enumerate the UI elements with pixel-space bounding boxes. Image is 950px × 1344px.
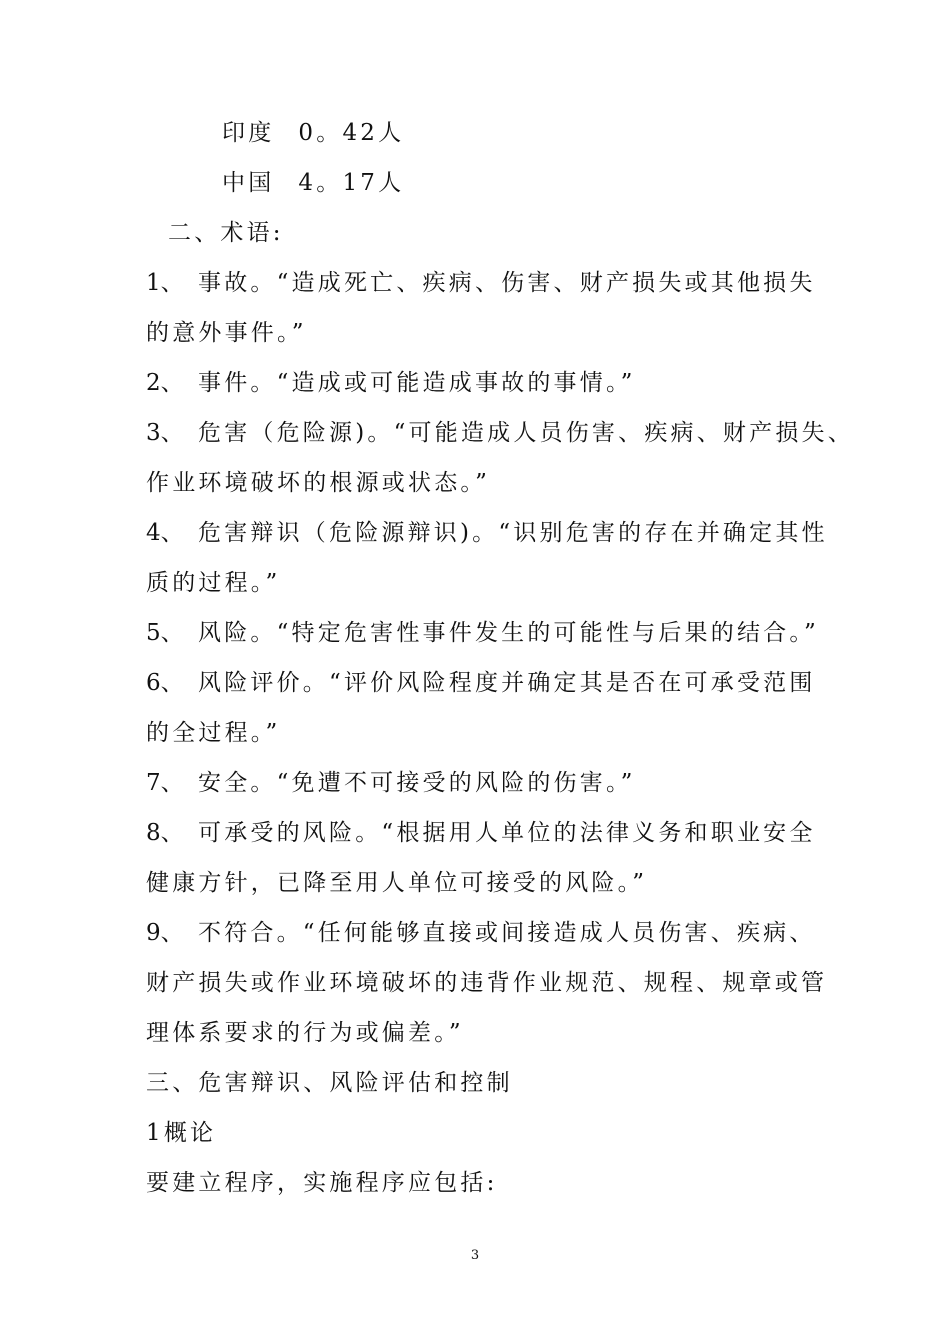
stat-country: 中国	[222, 170, 275, 196]
term-number: 2、	[146, 370, 184, 396]
term-text: 事故。“造成死亡、疾病、伤害、财产损失或其他损失	[198, 270, 816, 296]
term-number: 3、	[146, 420, 184, 446]
term-text: 危害辩识（危险源辩识)。“识别危害的存在并确定其性	[198, 520, 828, 546]
term-number: 1、	[146, 270, 184, 296]
term-8-cont: 健康方针，已降至用人单位可接受的风险。”	[146, 870, 648, 896]
sub-heading-overview: 1概论	[146, 1120, 217, 1146]
stat-value: 0。42人	[298, 120, 405, 146]
term-1-cont: 的意外事件。”	[146, 320, 307, 346]
stat-row-china	[222, 168, 404, 198]
term-3	[146, 418, 854, 448]
term-9-cont-2: 理体系要求的行为或偏差。”	[146, 1020, 464, 1046]
section-heading-terms: 二、术语:	[168, 220, 284, 246]
closing-paragraph: 要建立程序，实施程序应包括:	[146, 1170, 498, 1196]
term-text: 不符合。“任何能够直接或间接造成人员伤害、疾病、	[198, 920, 816, 946]
term-5	[146, 618, 819, 648]
term-text: 可承受的风险。“根据用人单位的法律义务和职业安全	[198, 820, 816, 846]
term-1	[146, 268, 816, 298]
page-number: 3	[470, 1248, 480, 1263]
term-number: 8、	[146, 820, 184, 846]
term-text: 危害（危险源)。“可能造成人员伤害、疾病、财产损失、	[198, 420, 854, 446]
term-3-cont: 作业环境破坏的根源或状态。”	[146, 470, 491, 496]
term-number: 6、	[146, 670, 184, 696]
term-number: 7、	[146, 770, 184, 796]
term-text: 风险评价。“评价风险程度并确定其是否在可承受范围	[198, 670, 816, 696]
section-heading-hazard: 三、危害辩识、风险评估和控制	[146, 1070, 513, 1096]
term-7	[146, 768, 636, 798]
term-text: 事件。“造成或可能造成事故的事情。”	[198, 370, 636, 396]
term-6-cont: 的全过程。”	[146, 720, 281, 746]
term-text: 风险。“特定危害性事件发生的可能性与后果的结合。”	[198, 620, 820, 646]
term-number: 9、	[146, 920, 184, 946]
stat-country: 印度	[222, 120, 275, 146]
term-text: 安全。“免遭不可接受的风险的伤害。”	[198, 770, 636, 796]
term-number: 4、	[146, 520, 184, 546]
term-4	[146, 518, 828, 548]
term-9	[146, 918, 816, 948]
term-9-cont-1: 财产损失或作业环境破坏的违背作业规范、规程、规章或管	[146, 970, 828, 996]
term-8	[146, 818, 816, 848]
term-6	[146, 668, 816, 698]
term-2	[146, 368, 636, 398]
stat-value: 4。17人	[298, 170, 405, 196]
term-number: 5、	[146, 620, 184, 646]
term-4-cont: 质的过程。”	[146, 570, 281, 596]
stat-row-india	[222, 118, 404, 148]
